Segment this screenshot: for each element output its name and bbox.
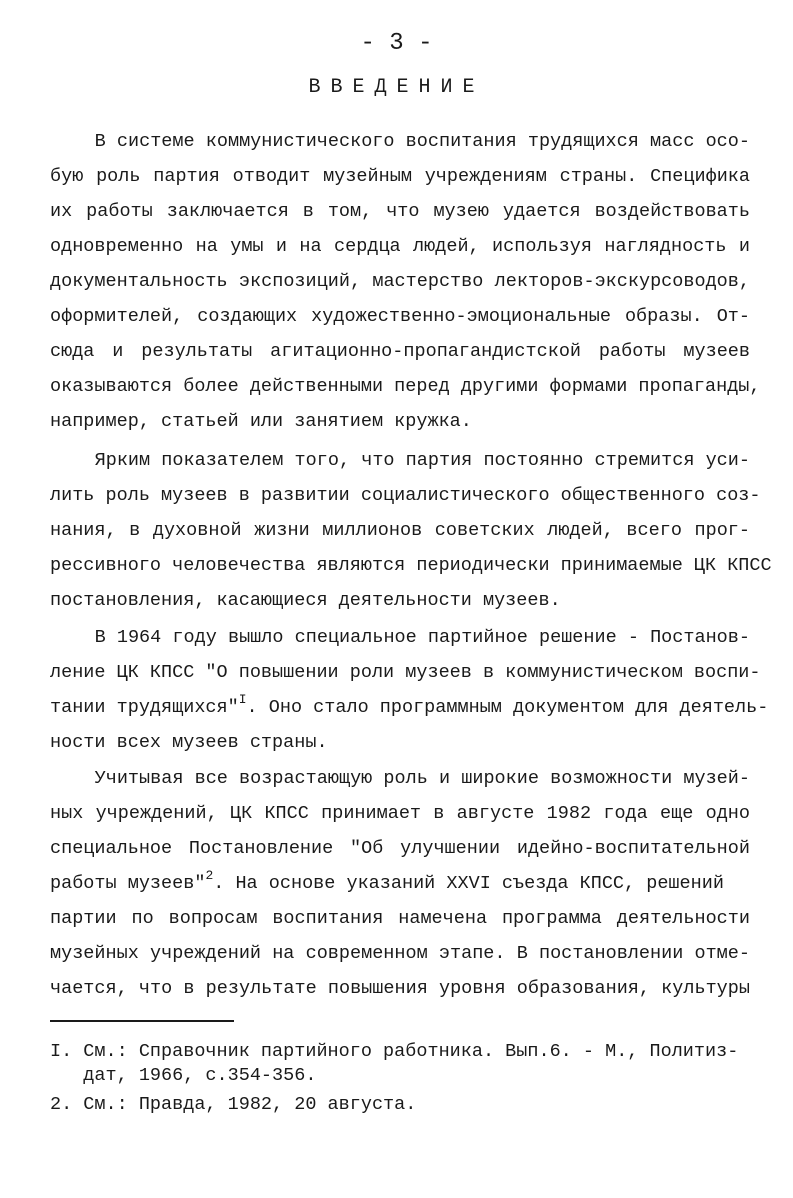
text-line: музейных учреждений на современном этапе. В постановлении отме-: [50, 943, 750, 964]
text-line: В системе коммунистического воспитания трудящихся масс осо-: [50, 131, 750, 152]
text-line: [50, 691, 769, 720]
text-line: специальное Постановление "Об улучшении идейно-воспитательной: [50, 838, 750, 859]
text-line: В 1964 году вышло специальное партийное решение - Постанов-: [50, 627, 750, 648]
text-line: оказываются более действенными перед другими формами пропаганды,: [50, 376, 761, 397]
text-segment: тании трудящихся": [50, 697, 239, 718]
footnote-ref: I: [238, 691, 247, 707]
page-number: - 3 -: [360, 30, 433, 57]
text-line: оформителей, создающих художественно-эмоциональные образы. От-: [50, 306, 750, 327]
text-line: лить роль музеев в развитии социалистического общественного соз-: [50, 485, 761, 506]
text-line: сюда и результаты агитационно-пропагандистской работы музеев: [50, 341, 750, 362]
text-line: партии по вопросам воспитания намечена программа деятельности: [50, 908, 750, 929]
text-segment: . Оно стало программным документом для деятель-: [246, 697, 769, 718]
footnote: дат, 1966, с.354-356.: [50, 1065, 317, 1086]
text-line: например, статьей или занятием кружка.: [50, 411, 472, 432]
text-line: ление ЦК КПСС "О повышении роли музеев в коммунистическом воспи-: [50, 662, 761, 683]
text-line: одновременно на умы и на сердца людей, используя наглядность и: [50, 236, 750, 257]
footnote: 2. См.: Правда, 1982, 20 августа.: [50, 1094, 417, 1115]
text-line: нания, в духовной жизни миллионов советских людей, всего прог-: [50, 520, 750, 541]
footnote-divider: [50, 1020, 234, 1022]
text-line: документальность экспозиций, мастерство лекторов-экскурсоводов,: [50, 271, 750, 292]
footnote: I. См.: Справочник партийного работника. Вып.6. - М., Политиз-: [50, 1041, 739, 1062]
footnote-ref: 2: [205, 867, 214, 883]
text-line: ности всех музеев страны.: [50, 732, 328, 753]
text-line: постановления, касающиеся деятельности музеев.: [50, 590, 561, 611]
text-line: чается, что в результате повышения уровня образования, культуры: [50, 978, 750, 999]
text-line: ных учреждений, ЦК КПСС принимает в августе 1982 года еще одно: [50, 803, 750, 824]
text-line: их работы заключается в том, что музею удается воздействовать: [50, 201, 750, 222]
text-line: бую роль партия отводит музейным учреждениям страны. Специфика: [50, 166, 750, 187]
text-line: [50, 867, 750, 896]
text-line: Учитывая все возрастающую роль и широкие возможности музей-: [50, 768, 750, 789]
text-line: Ярким показателем того, что партия постоянно стремится уси-: [50, 450, 750, 471]
text-line: рессивного человечества являются периодически принимаемые ЦК КПСС: [50, 555, 772, 576]
text-segment: работы музеев": [50, 873, 206, 894]
text-segment: . На основе указаний XXVI съезда КПСС, решений: [213, 873, 724, 894]
section-title: ВВЕДЕНИЕ: [308, 76, 485, 99]
